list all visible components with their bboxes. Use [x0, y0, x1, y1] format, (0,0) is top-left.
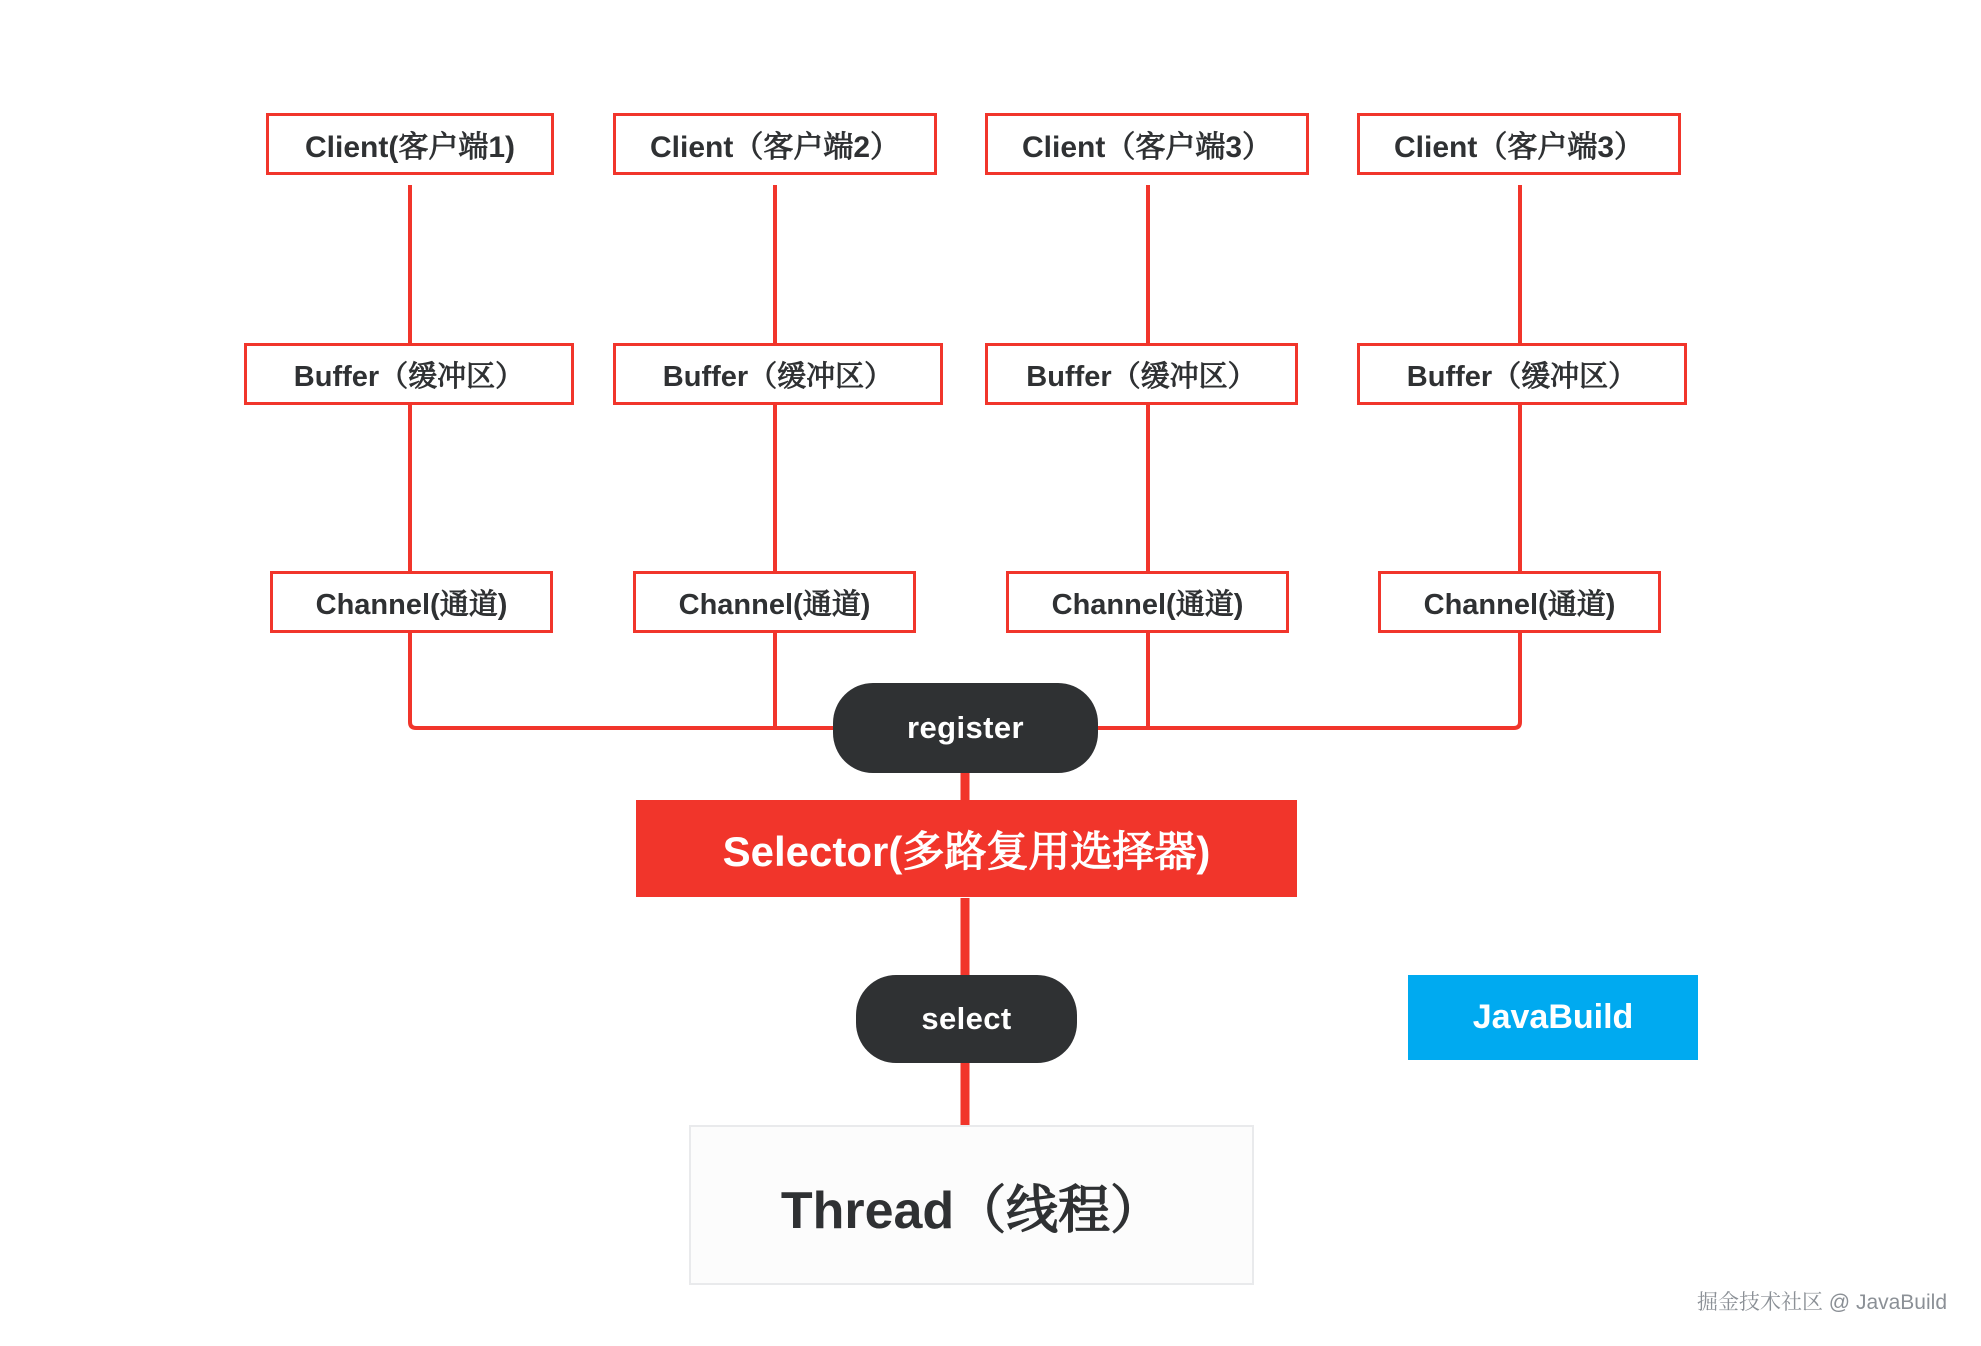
- buffer-node-1[interactable]: [244, 343, 574, 405]
- register-pill-label: register: [907, 710, 1024, 745]
- buffer-node-4[interactable]: [1357, 343, 1687, 405]
- client-node-2-label: Client（客户端2）: [649, 131, 901, 164]
- watermark-text: 掘金技术社区 @ JavaBuild: [1696, 1291, 1947, 1314]
- buffer-node-3-label: Buffer（缓冲区）: [1026, 360, 1257, 393]
- select-pill-label: select: [921, 1001, 1012, 1036]
- client-node-3-label: Client（客户端3）: [1021, 131, 1273, 164]
- channel-node-2[interactable]: [633, 571, 916, 633]
- channel-node-3[interactable]: [1006, 571, 1289, 633]
- channel-node-1-label: Channel(通道): [315, 588, 508, 621]
- buffer-node-4-label: Buffer（缓冲区）: [1406, 360, 1638, 393]
- client-node-1[interactable]: [266, 113, 554, 175]
- javabuild-badge: [1408, 975, 1698, 1060]
- buffer-node-1-label: Buffer（缓冲区）: [293, 360, 525, 393]
- client-node-4[interactable]: [1357, 113, 1681, 175]
- buffer-node-2[interactable]: [613, 343, 943, 405]
- client-node-1-label: Client(客户端1): [305, 131, 515, 164]
- client-node-3[interactable]: [985, 113, 1309, 175]
- select-pill[interactable]: [856, 975, 1077, 1063]
- javabuild-badge-label: JavaBuild: [1472, 998, 1634, 1036]
- buffer-node-2-label: Buffer（缓冲区）: [662, 360, 894, 393]
- channel-node-4-label: Channel(通道): [1423, 588, 1616, 621]
- buffer-node-3[interactable]: [985, 343, 1298, 405]
- selector-node[interactable]: [636, 800, 1297, 897]
- channel-node-4[interactable]: [1378, 571, 1661, 633]
- client-node-2[interactable]: [613, 113, 937, 175]
- register-pill[interactable]: [833, 683, 1098, 773]
- client-node-4-label: Client（客户端3）: [1393, 131, 1645, 164]
- channel-node-2-label: Channel(通道): [678, 588, 871, 621]
- selector-node-label: Selector(多路复用选择器): [722, 827, 1211, 875]
- thread-node[interactable]: [689, 1125, 1254, 1285]
- channel-node-3-label: Channel(通道): [1051, 588, 1244, 621]
- channel-node-1[interactable]: [270, 571, 553, 633]
- thread-node-label: Thread（线程）: [780, 1181, 1163, 1240]
